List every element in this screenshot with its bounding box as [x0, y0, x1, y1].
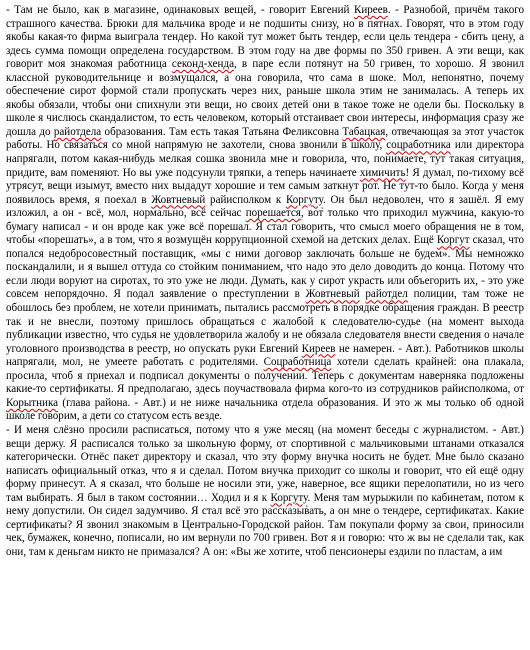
- paragraph-1: [6, 4, 524, 424]
- article-text: [6, 4, 524, 559]
- spellcheck-flagged-word: Киреев: [353, 4, 388, 16]
- text-run: , отвечающая за этот участок работы. Но связаться со мной напрямую не захотели, снова звонили в школу,: [6, 125, 524, 152]
- spellcheck-flagged-word: Коргуту: [285, 193, 323, 206]
- text-run: . Меня там мурыжили по кабинетам, потом к нему допустили. Он сидел задумчиво. Я стал всё это рассказывать, а он мне о тендере, сертификатах. Какие сертификаты? Я звонил знакомым в Центрально-Городской район. Там покупали форму за свои, приносили чек, бумажек, конечно, пописали, но им вернули по 700 гривен. Вот я и говорю: что ж вы не сделали так, как они, там к деньгам никто не примазался? А он: «Вы же хотите, чтоб пенсионеры ездили по пластам, а им: [6, 491, 524, 558]
- text-run: райисполком к: [205, 193, 286, 206]
- spellcheck-flagged-word: Коргуту: [270, 491, 308, 504]
- text-run: хотели сделать крайней: она плакала, просила, чтоб я приехал и подписал документы о получении. Теперь с документам наверняка подложены какие-то сертификаты. Я предполагаю, здесь поучаствовала фирма кого-то из сотрудников райисполкома, от: [6, 356, 524, 396]
- text-run: сказал, что попался недобросовестный поставщик, «мы с ними договор заключать больше не будем». Мы немножко поскандалили, и я вышел оттуда со стойким пониманием, что надо это дело доводить до конца. Потому что если люди воруют на сиротах, то это уже не люди. Думать, как у сирот украсть или объегорить их, - это уже совсем непорядочно. Я подал заявление о преступлении в: [6, 234, 524, 301]
- spellcheck-flagged-word: Табацкая: [342, 125, 386, 138]
- text-run: или директора напрягали, потом какая-нибудь мелкая сошка звонила мне и говорила, что, понимаете, тут такая ситуация, придите, вам поменяют. Но вы уже подсунули тряпки, а теперь начинаете: [6, 139, 524, 179]
- text-run: не намерен. - Авт.). Работников школы напрягали, мол, не умеете работать с родителями.: [6, 342, 524, 369]
- text-run: - И меня слёзно просили расписаться, потому что я уже месяц (на момент беседы с журналистом. - Авт.) вещи держу. Я расписался только за школьную форму, от спортивной с мальчиковыми штанами отказался категорически. Отнёс пакет директору и сказал, что эту форму внучка носить не будет. Мне было сказано написать официальный отказ, что я и сделал. Потом внучка приходит со школы и говорит, что ей ещё одну форму принесут. А я сказал, что больше не носили эти, уже, наверное, все ящики перелопатили, но из чего там выбирать. Я был в таком состоянии… Ходил и я к: [6, 423, 524, 504]
- text-run: , вот только что приходил мужчина, какую-то бумагу написал - и он вроде как уже всё порешал. Я стал говорить, что смысл моего обращения не в том, чтобы «порешать», а в том, что я возмущён коррупционной схемой на детских делах. Ещё: [6, 207, 524, 247]
- spellcheck-flagged-word: Жовтневый: [151, 193, 206, 206]
- text-run: . - Разнобой, причём такого страшного качества. Брюки для мальчика вроде и не подшиты снизу, но в пятнах. Говорят, что в этом году якобы какая-то фирма выиграла тендер. Но какой тут может быть тендер, если цель тендера - сбить цену, а здесь сумма помощи определена государством. В этом году на две формы по 350 гривен. А эти вещи, как говорит моя знакомая работница: [6, 4, 524, 71]
- spellcheck-flagged-word: порешается: [245, 207, 301, 220]
- text-run: ! Я думал, по-тихому всё утрясут, вещи изымут, вместо них выдадут хорошие и тем самым заткнут рот. Не тут-то было. Когда у меня появилось время, я поехал в: [6, 166, 525, 206]
- text-run: образования. Там есть такая Татьяна Феликсовна: [101, 125, 343, 138]
- spellcheck-flagged-word: соцработника: [386, 139, 451, 152]
- spellcheck-flagged-word: райотдел: [365, 288, 408, 301]
- text-run: , в паре если потянут на 50 гривен, то хорошо. Я звонил классной руководительнице и возмущался, а она говорила, что сама в шоке. Мол, непонятно, почему обеспечение сирот формой стали пропускать через них, раньше школа этим не занималась. А теперь их якобы обязали, чтобы они спихнули эти вещи, но своих детей они в такое тоже не одели бы. Поскольку в школе я числюсь скандалистом, то есть человеком, который отстаивает свои интересы, информация сразу же дошла до: [6, 58, 524, 138]
- spellcheck-flagged-word: Корытника: [6, 396, 59, 409]
- text-run: . Он был недоволен, что я зашёл. Я ему изложил, а он - всё, мол, нормально, всё сейчас: [6, 193, 524, 220]
- text-run: (глава района. - Авт.) и не ниже начальника отдела образования. И это ж мы только об одной школе говорим, а дети со статусом есть везде.: [6, 396, 524, 423]
- spellcheck-flagged-word: Киреев: [301, 342, 336, 355]
- spellcheck-flagged-word: райотдела: [53, 125, 102, 138]
- spellcheck-flagged-word: Жовтневый: [305, 288, 360, 301]
- text-run: - Там не было, как в магазине, одинаковых вещей, - говорит Евгений: [6, 4, 354, 16]
- text-run: полиции, там тоже не обошлось без проблем, не хотели принимать, пытались рассмотреть в порядке обращения граждан. В реестр так и не внесли, поэтому пришлось обращаться с жалобой к следователю-судье (на момент выхода публикации известно, что судья не удовлетворила жалобу и не обязала следователя внести сведения о начале уголовного производства в реестр, но опускать руки Евгений: [6, 288, 525, 355]
- spellcheck-flagged-word: Коргут: [436, 234, 470, 247]
- spellcheck-flagged-word: химичить: [359, 166, 406, 179]
- spellcheck-flagged-word: секонд-хенда: [171, 58, 234, 71]
- spellcheck-flagged-word: Соцработница: [263, 356, 332, 369]
- paragraph-2: [6, 424, 524, 559]
